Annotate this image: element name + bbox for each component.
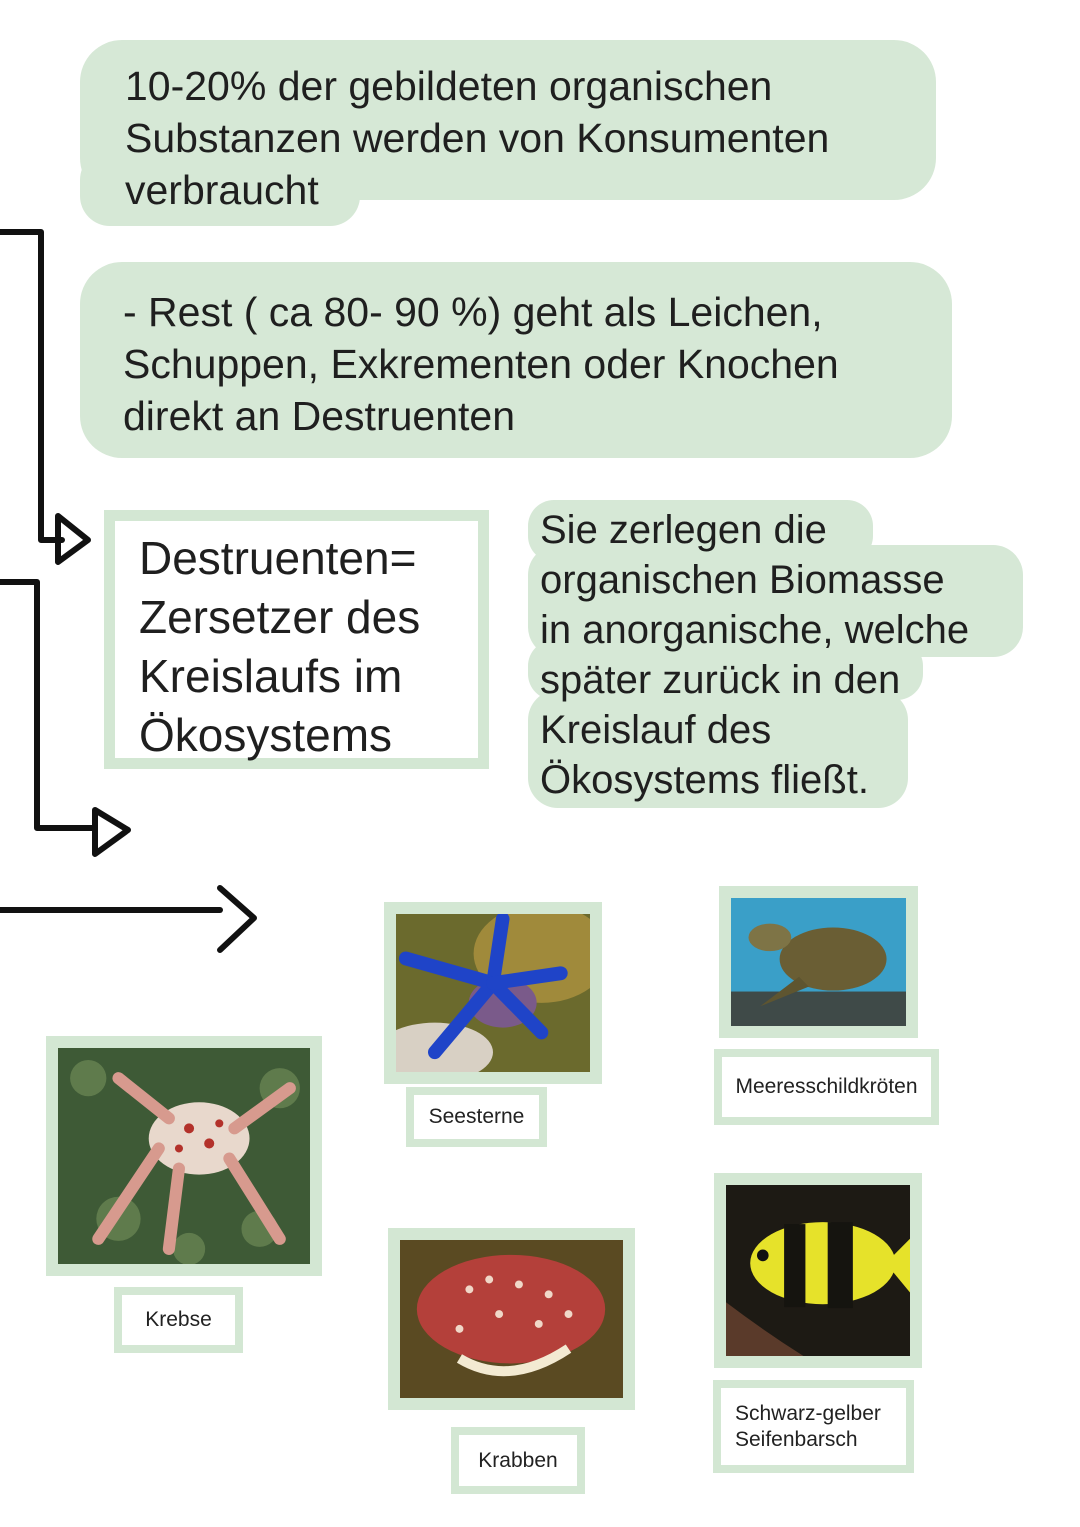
note3-text: Sie zerlegen die organischen Biomasse in anorganische, welche später zurück in den Kreislauf des Ökosystems fließt. [540,508,970,802]
arrow-3-head [220,888,254,950]
seestern-photo [384,902,602,1084]
caption-seesterne: Seesterne [406,1087,547,1147]
definition-title: Destruenten= Zersetzer des Kreislaufs im Ökosystems [139,532,421,761]
caption-meeresschildkroeten: Meeresschildkröten [714,1049,939,1125]
note2-text: - Rest ( ca 80- 90 %) geht als Leichen, Schuppen, Exkrementen oder Knochen direkt an Destruenten [123,289,839,439]
caption-krebse: Krebse [114,1287,243,1353]
krabbe-photo [388,1228,635,1410]
schildkroete-photo [719,886,918,1038]
seifenbarsch-photo [714,1173,922,1368]
arrow-1 [0,232,62,540]
arrow-2 [0,582,95,828]
krebs-photo [46,1036,322,1276]
arrow-2-head [95,810,128,854]
caption-seifenbarsch: Schwarz-gelber Seifenbarsch [713,1380,914,1473]
note1-text: 10-20% der gebildeten organischen Substanzen werden von Konsumenten verbraucht [125,63,830,213]
caption-krabben: Krabben [451,1427,585,1494]
